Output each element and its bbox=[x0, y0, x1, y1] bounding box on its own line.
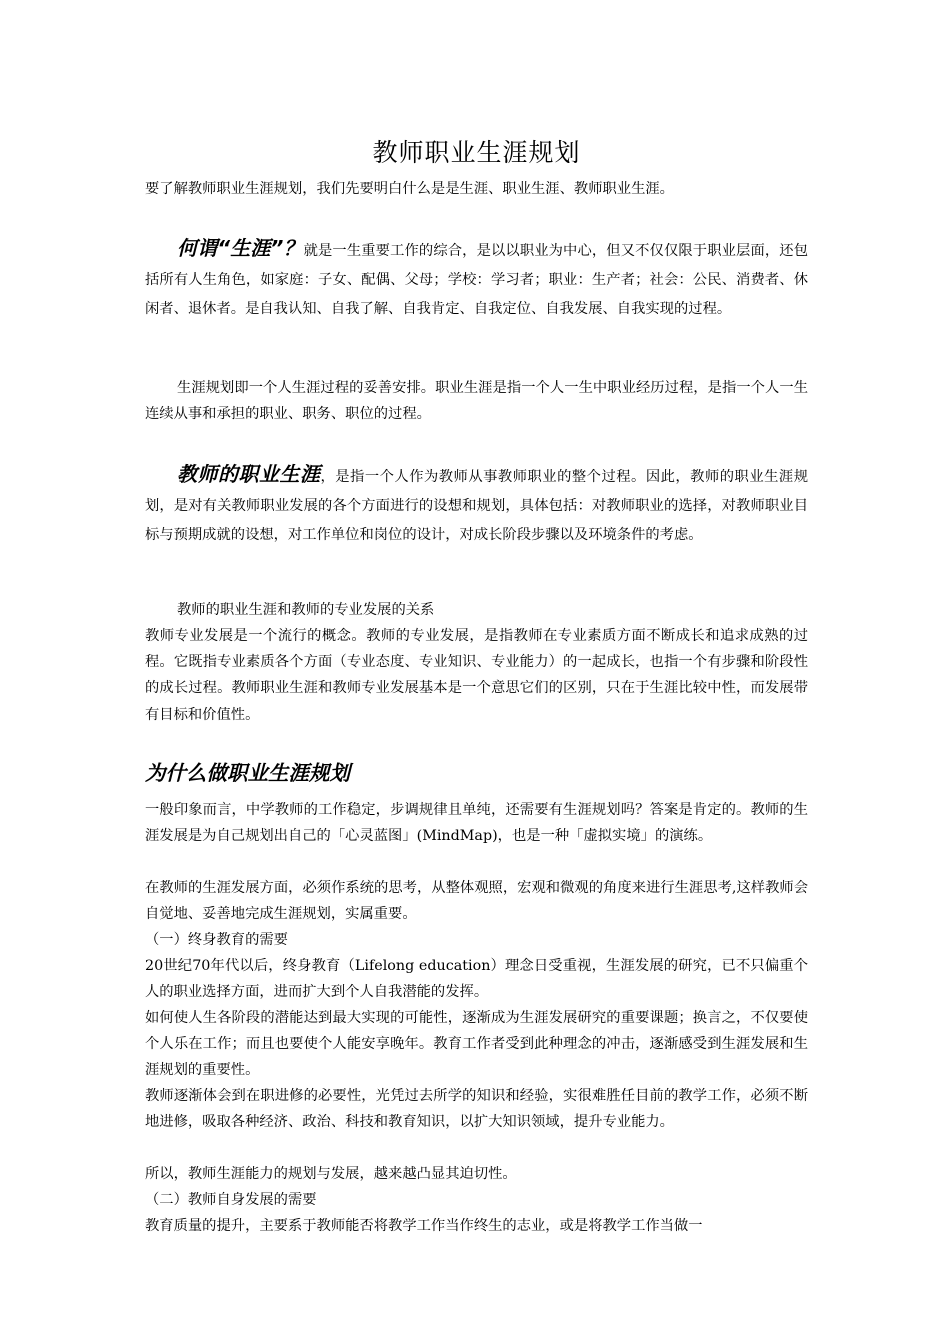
teacher-career-lead: 教师的职业生涯 bbox=[177, 462, 321, 486]
subheading-lifelong-education: （一）终身教育的需要 bbox=[145, 932, 288, 948]
career-definition-text: 就是一生重要工作的综合，是以以职业为中心，但又不仅仅限于职业层面，还包括所有人生角色，如家庭：子女、配偶、父母；学校：学习者；职业：生产者；社会：公民、消费者、休闲者、退休者。是自我认知、自我了解、自我肯定、自我定位、自我发展、自我实现的过程。 bbox=[145, 243, 808, 317]
why-heading: 为什么做职业生涯规划 bbox=[145, 761, 350, 785]
relation-title: 教师的职业生涯和教师的专业发展的关系 bbox=[177, 602, 435, 618]
lifelong-paragraph-4: 所以，教师生涯能力的规划与发展，越来越凸显其迫切性。 bbox=[145, 1166, 517, 1182]
teacher-career-paragraph bbox=[145, 460, 808, 550]
lifelong-paragraph-3: 教师逐渐体会到在职进修的必要性，光凭过去所学的知识和经验，实很难胜任目前的教学工作，必须不断地进修，吸取各种经济、政治、科技和教育知识，以扩大知识领域，提升专业能力。 bbox=[145, 1088, 808, 1131]
why-paragraph-1: 一般印象而言，中学教师的工作稳定，步调规律且单纯，还需要有生涯规划吗？答案是肯定的。教师的生涯发展是为自己规划出自己的「心灵蓝图」(MindMap)，也是一种「虚拟实境」的演练。 bbox=[145, 802, 808, 845]
teacher-career-text: ，是指一个人作为教师从事教师职业的整个过程。因此，教师的职业生涯规划，是对有关教师职业发展的各个方面进行的设想和规划，具体包括：对教师职业的选择，对教师职业目标与预期成就的设想，对工作单位和岗位的设计，对成长阶段步骤以及环境条件的考虑。 bbox=[145, 469, 809, 543]
subheading-self-development: （二）教师自身发展的需要 bbox=[145, 1192, 317, 1208]
self-development-paragraph-1: 教育质量的提升，主要系于教师能否将教学工作当作终生的志业，或是将教学工作当做一 bbox=[145, 1218, 703, 1234]
career-definition-lead: 何谓“生涯”？ bbox=[177, 236, 304, 260]
why-paragraph-2: 在教师的生涯发展方面，必须作系统的思考，从整体观照，宏观和微观的角度来进行生涯思考,这样教师会自觉地、妥善地完成生涯规划，实属重要。 bbox=[145, 880, 808, 923]
career-definition-paragraph bbox=[145, 234, 808, 324]
intro-paragraph: 要了解教师职业生涯规划，我们先要明白什么是是生涯、职业生涯、教师职业生涯。 bbox=[145, 181, 674, 197]
relation-paragraph: 教师专业发展是一个流行的概念。教师的专业发展，是指教师在专业素质方面不断成长和追求成熟的过程。它既指专业素质各个方面（专业态度、专业知识、专业能力）的一起成长，也指一个有步骤和阶段性的成长过程。教师职业生涯和教师专业发展基本是一个意思它们的区别，只在于生涯比较中性，而发展带有目标和价值性。 bbox=[145, 628, 808, 723]
lifelong-paragraph-2: 如何使人生各阶段的潜能达到最大实现的可能性，逐渐成为生涯发展研究的重要课题；换言之，不仅要使个人乐在工作；而且也要使个人能安享晚年。教育工作者受到此种理念的冲击，逐渐感受到生涯发展和生涯规划的重要性。 bbox=[145, 1010, 808, 1079]
lifelong-paragraph-1: 20世纪70年代以后，终身教育（Lifelong education）理念日受重视，生涯发展的研究，已不只偏重个人的职业选择方面，进而扩大到个人自我潜能的发挥。 bbox=[145, 958, 808, 1001]
document-title: 教师职业生涯规划 bbox=[372, 138, 581, 167]
planning-definition-paragraph: 生涯规划即一个人生涯过程的妥善安排。职业生涯是指一个人一生中职业经历过程，是指一个人一生连续从事和承担的职业、职务、职位的过程。 bbox=[145, 380, 808, 423]
